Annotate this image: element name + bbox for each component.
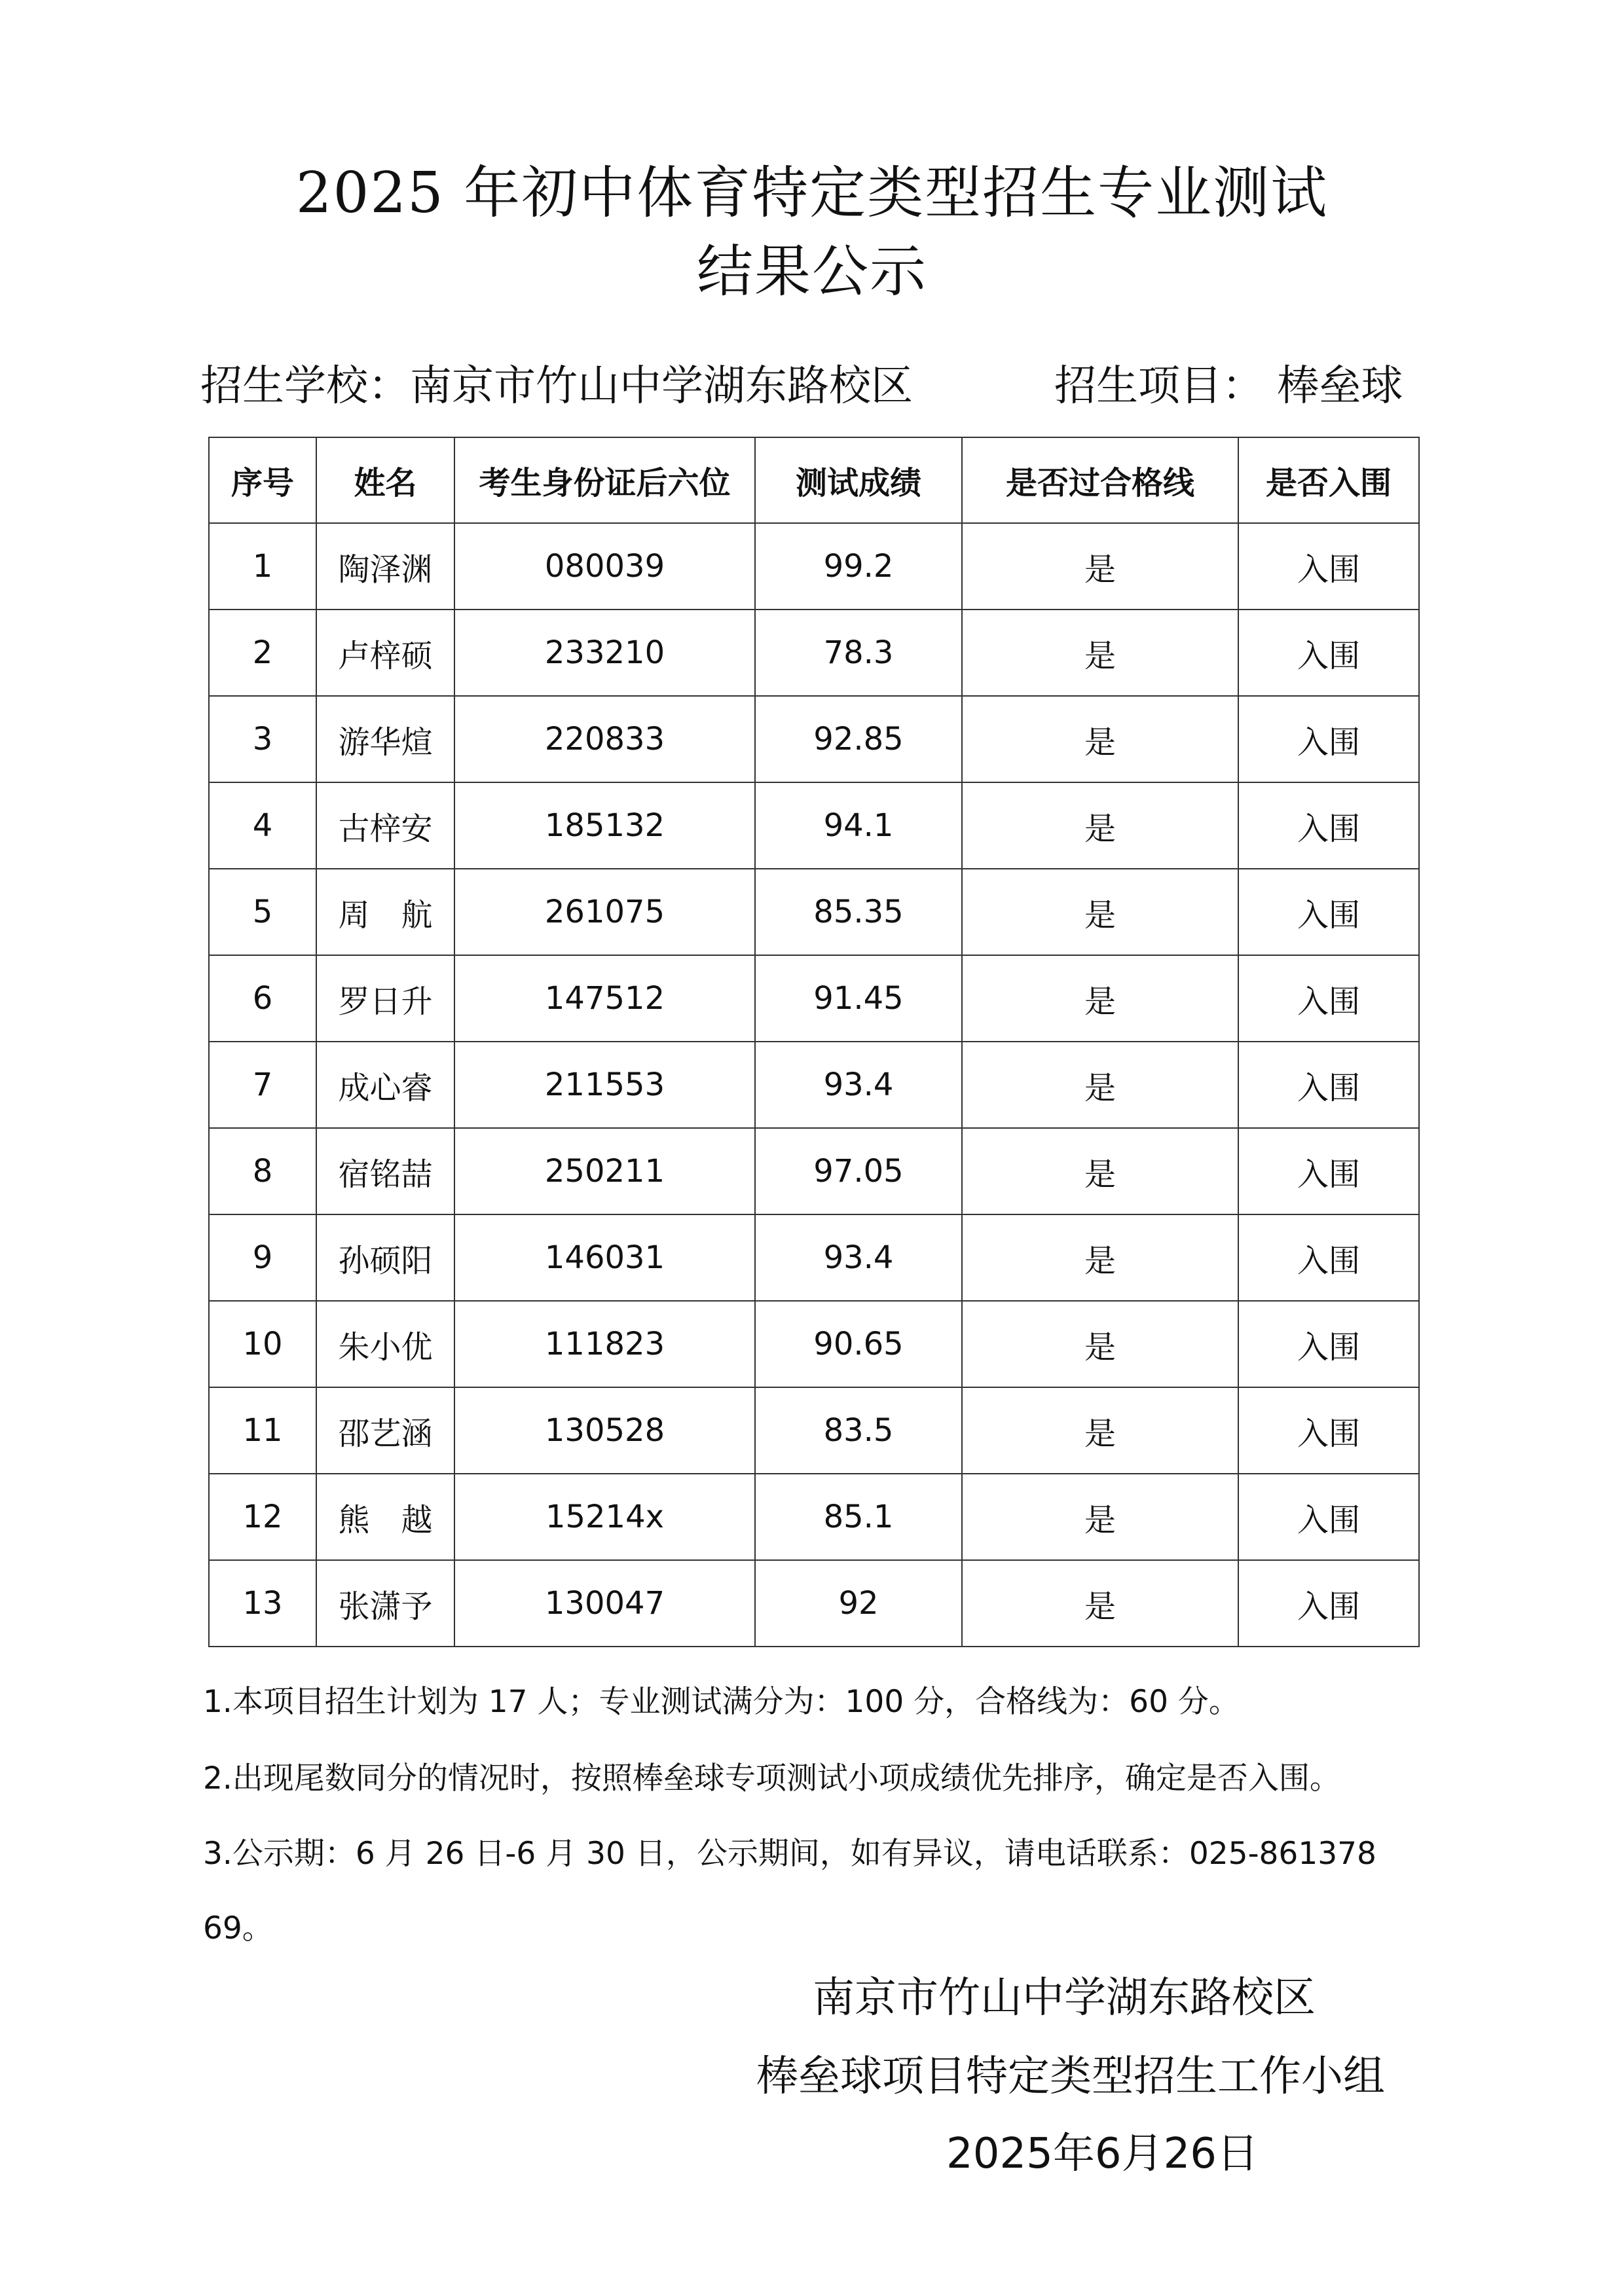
cell-name: 古梓安 [316, 782, 454, 869]
cell-passed: 是 [962, 1560, 1238, 1647]
cell-score: 91.45 [755, 955, 962, 1042]
note-3-continued: 69。 [203, 1910, 273, 1946]
cell-index: 4 [209, 782, 316, 869]
cell-shortlisted: 入围 [1238, 523, 1419, 610]
cell-name: 周 航 [316, 869, 454, 955]
note-1: 1.本项目招生计划为 17 人；专业测试满分为：100 分，合格线为：60 分。 [203, 1684, 1240, 1720]
table-row [209, 1042, 1419, 1128]
cell-shortlisted: 入围 [1238, 1474, 1419, 1560]
cell-shortlisted: 入围 [1238, 1301, 1419, 1387]
document-title-line2: 结果公示 [697, 239, 927, 304]
table-body [209, 523, 1419, 1647]
cell-shortlisted: 入围 [1238, 1560, 1419, 1647]
cell-shortlisted: 入围 [1238, 869, 1419, 955]
cell-passed: 是 [962, 1474, 1238, 1560]
header-score: 测试成绩 [755, 437, 962, 523]
cell-index: 6 [209, 955, 316, 1042]
cell-index: 10 [209, 1301, 316, 1387]
cell-name: 成心睿 [316, 1042, 454, 1128]
cell-score: 94.1 [755, 782, 962, 869]
table-row [209, 523, 1419, 610]
cell-score: 85.35 [755, 869, 962, 955]
cell-id-last-six: 250211 [454, 1128, 755, 1214]
header-shortlisted: 是否入围 [1238, 437, 1419, 523]
table-row [209, 1560, 1419, 1647]
table-row [209, 1301, 1419, 1387]
signature-organization: 南京市竹山中学湖东路校区 [813, 1974, 1316, 2022]
table-row [209, 610, 1419, 696]
cell-name: 陶泽渊 [316, 523, 454, 610]
cell-id-last-six: 15214x [454, 1474, 755, 1560]
cell-name: 孙硕阳 [316, 1214, 454, 1301]
cell-passed: 是 [962, 1387, 1238, 1474]
cell-index: 8 [209, 1128, 316, 1214]
cell-shortlisted: 入围 [1238, 610, 1419, 696]
cell-score: 92 [755, 1560, 962, 1647]
cell-shortlisted: 入围 [1238, 1387, 1419, 1474]
project-label: 招生项目： 棒垒球 [1054, 362, 1403, 410]
cell-score: 93.4 [755, 1042, 962, 1128]
signature-date: 2025年6月26日 [946, 2130, 1259, 2178]
cell-id-last-six: 130528 [454, 1387, 755, 1474]
cell-score: 97.05 [755, 1128, 962, 1214]
header-name: 姓名 [316, 437, 454, 523]
cell-id-last-six: 261075 [454, 869, 755, 955]
cell-passed: 是 [962, 610, 1238, 696]
table-row [209, 1214, 1419, 1301]
cell-index: 12 [209, 1474, 316, 1560]
table-row [209, 955, 1419, 1042]
cell-score: 93.4 [755, 1214, 962, 1301]
cell-shortlisted: 入围 [1238, 1214, 1419, 1301]
cell-index: 1 [209, 523, 316, 610]
cell-id-last-six: 233210 [454, 610, 755, 696]
results-table [208, 437, 1420, 1647]
signature-working-group: 棒垒球项目特定类型招生工作小组 [756, 2052, 1385, 2101]
cell-index: 7 [209, 1042, 316, 1128]
cell-name: 朱小优 [316, 1301, 454, 1387]
cell-shortlisted: 入围 [1238, 696, 1419, 782]
cell-passed: 是 [962, 782, 1238, 869]
cell-index: 3 [209, 696, 316, 782]
cell-shortlisted: 入围 [1238, 955, 1419, 1042]
table-header-row [209, 437, 1419, 523]
cell-passed: 是 [962, 1128, 1238, 1214]
cell-score: 83.5 [755, 1387, 962, 1474]
cell-passed: 是 [962, 869, 1238, 955]
cell-name: 宿铭喆 [316, 1128, 454, 1214]
cell-score: 99.2 [755, 523, 962, 610]
header-id-last-six: 考生身份证后六位 [454, 437, 755, 523]
cell-id-last-six: 130047 [454, 1560, 755, 1647]
school-label: 招生学校：南京市竹山中学湖东路校区 [200, 362, 913, 410]
cell-score: 85.1 [755, 1474, 962, 1560]
cell-shortlisted: 入围 [1238, 1042, 1419, 1128]
cell-name: 卢梓硕 [316, 610, 454, 696]
cell-score: 78.3 [755, 610, 962, 696]
cell-name: 游华煊 [316, 696, 454, 782]
table-row [209, 1474, 1419, 1560]
header-passed: 是否过合格线 [962, 437, 1238, 523]
document-title-line1: 2025 年初中体育特定类型招生专业测试 [295, 160, 1329, 226]
table-row [209, 782, 1419, 869]
cell-passed: 是 [962, 1301, 1238, 1387]
cell-index: 13 [209, 1560, 316, 1647]
cell-id-last-six: 111823 [454, 1301, 755, 1387]
cell-shortlisted: 入围 [1238, 1128, 1419, 1214]
cell-index: 9 [209, 1214, 316, 1301]
cell-id-last-six: 211553 [454, 1042, 755, 1128]
cell-name: 熊 越 [316, 1474, 454, 1560]
cell-index: 2 [209, 610, 316, 696]
cell-passed: 是 [962, 1042, 1238, 1128]
cell-index: 5 [209, 869, 316, 955]
cell-shortlisted: 入围 [1238, 782, 1419, 869]
table-row [209, 1387, 1419, 1474]
cell-passed: 是 [962, 955, 1238, 1042]
cell-id-last-six: 220833 [454, 696, 755, 782]
cell-score: 90.65 [755, 1301, 962, 1387]
cell-name: 邵艺涵 [316, 1387, 454, 1474]
cell-passed: 是 [962, 523, 1238, 610]
cell-passed: 是 [962, 696, 1238, 782]
table-row [209, 869, 1419, 955]
cell-name: 张潇予 [316, 1560, 454, 1647]
cell-index: 11 [209, 1387, 316, 1474]
table-row [209, 696, 1419, 782]
cell-id-last-six: 147512 [454, 955, 755, 1042]
cell-passed: 是 [962, 1214, 1238, 1301]
cell-id-last-six: 146031 [454, 1214, 755, 1301]
header-index: 序号 [209, 437, 316, 523]
note-3: 3.公示期：6 月 26 日-6 月 30 日，公示期间，如有异议，请电话联系：025-861378 [203, 1836, 1376, 1872]
cell-id-last-six: 080039 [454, 523, 755, 610]
cell-score: 92.85 [755, 696, 962, 782]
cell-name: 罗日升 [316, 955, 454, 1042]
cell-id-last-six: 185132 [454, 782, 755, 869]
note-2: 2.出现尾数同分的情况时，按照棒垒球专项测试小项成绩优先排序，确定是否入围。 [203, 1760, 1340, 1796]
table-row [209, 1128, 1419, 1214]
